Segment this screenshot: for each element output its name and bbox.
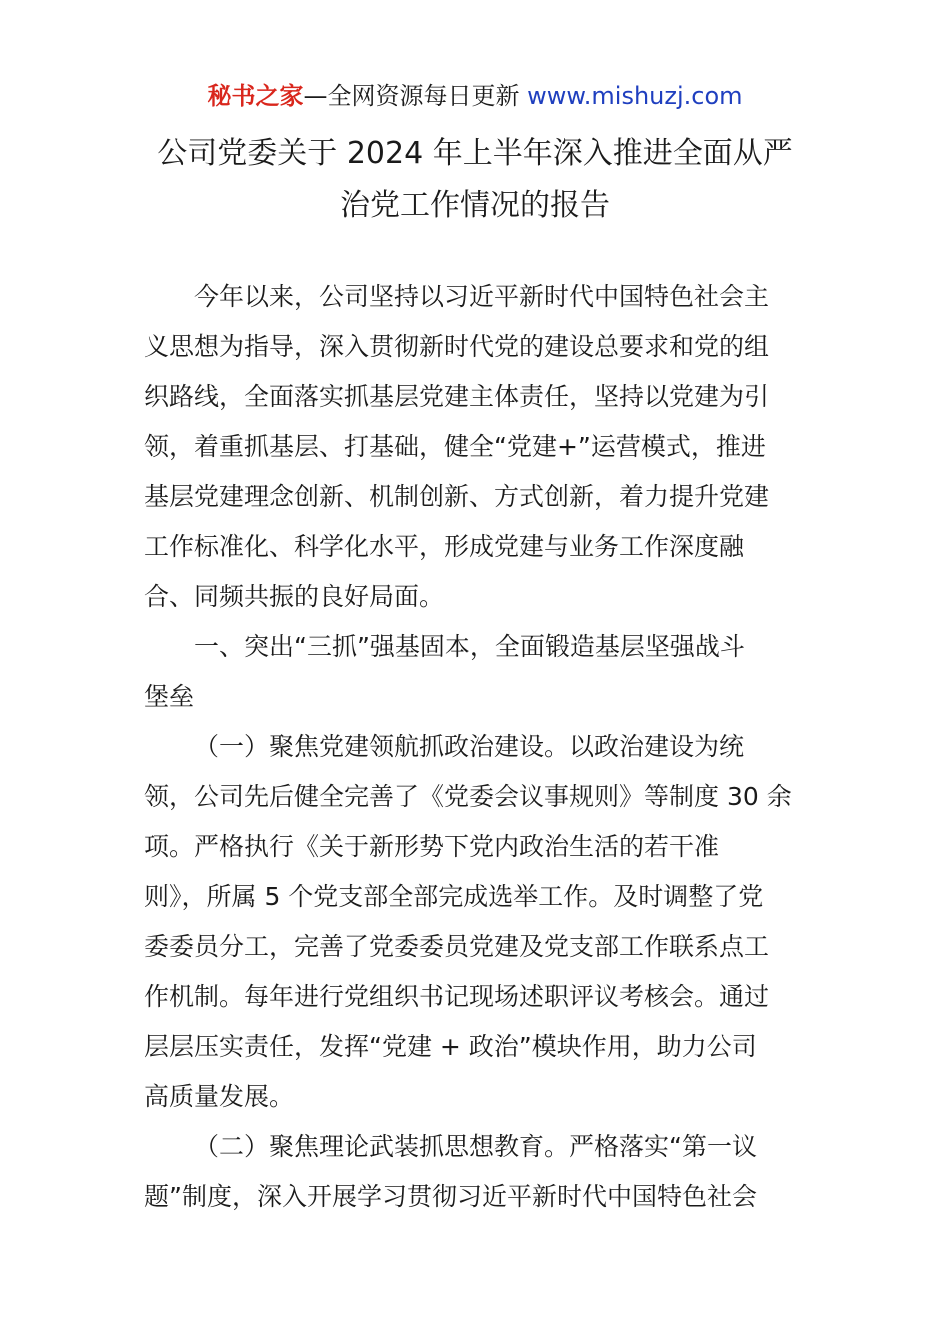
title-line-2: 治党工作情况的报告 [340,188,610,223]
site-url-link[interactable]: www.mishuzj.com [527,82,743,110]
subsection-1-line: 作机制。每年进行党组织书记现场述职评议考核会。通过 [144,982,770,1011]
subsection-1-line: 领，公司先后健全完善了《党委会议事规则》等制度 30 余 [144,782,792,811]
document-title [140,128,810,232]
title-line-1: 公司党委关于 2024 年上半年深入推进全面从严 [157,136,793,171]
section-heading-line: 一、突出“三抓”强基固本，全面锻造基层坚强战斗 [194,632,745,661]
header-tagline: —全网资源每日更新 [303,82,520,110]
document-body [144,272,808,1222]
subsection-2-line: （二）聚焦理论武装抓思想教育。严格落实“第一议 [194,1132,757,1161]
subsection-1-line: 高质量发展。 [144,1082,295,1111]
intro-paragraph-line: 工作标准化、科学化水平，形成党建与业务工作深度融 [144,532,745,561]
site-header [0,80,950,112]
intro-paragraph-line: 合、同频共振的良好局面。 [144,582,445,611]
subsection-2-line: 题”制度，深入开展学习贯彻习近平新时代中国特色社会 [144,1182,757,1211]
intro-paragraph-line: 领，着重抓基层、打基础，健全“党建+”运营模式，推进 [144,432,766,461]
subsection-1-line: 则》，所属 5 个党支部全部完成选举工作。及时调整了党 [144,882,764,911]
subsection-1-line: （一）聚焦党建领航抓政治建设。以政治建设为统 [194,732,745,761]
brand-name: 秘书之家 [207,82,304,110]
section-heading-line: 堡垒 [144,682,195,711]
intro-paragraph-line: 今年以来，公司坚持以习近平新时代中国特色社会主 [194,282,770,311]
intro-paragraph-line: 义思想为指导，深入贯彻新时代党的建设总要求和党的组 [144,332,770,361]
subsection-1-line: 层层压实责任，发挥“党建 + 政治”模块作用，助力公司 [144,1032,757,1061]
subsection-1-line: 项。严格执行《关于新形势下党内政治生活的若干准 [144,832,720,861]
intro-paragraph-line: 织路线，全面落实抓基层党建主体责任，坚持以党建为引 [144,382,770,411]
subsection-1-line: 委委员分工，完善了党委委员党建及党支部工作联系点工 [144,932,770,961]
intro-paragraph-line: 基层党建理念创新、机制创新、方式创新，着力提升党建 [144,482,770,511]
